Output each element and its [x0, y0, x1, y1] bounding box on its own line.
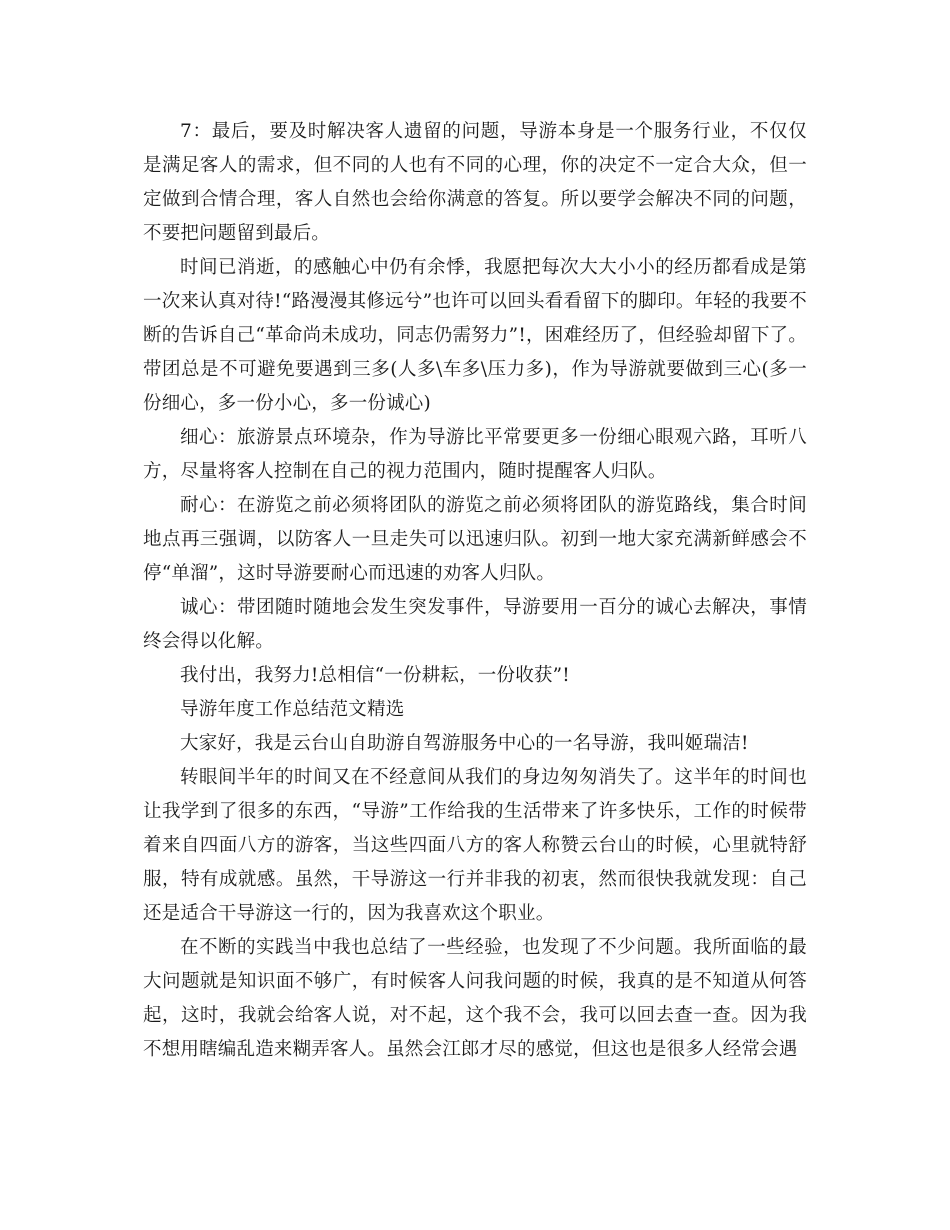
document-body: [143, 115, 807, 1067]
paragraph-4: 耐心：在游览之前必须将团队的游览之前必须将团队的游览路线，集合时间地点再三强调，以防客人一旦走失可以迅速归队。初到一地大家充满新鲜感会不停“单溜”，这时导游要耐心而迅速的劝客人归队。: [143, 495, 807, 584]
paragraph-9: 在不断的实践当中我也总结了一些经验，也发现了不少问题。我所面临的最大问题就是知识面不够广，有时候客人问我问题的时候，我真的是不知道从何答起，这时，我就会给客人说，对不起，这个我不会，我可以回去查一查。因为我不想用瞎编乱造来糊弄客人。虽然会江郎才尽的感觉，但这也是很多人经常会遇: [143, 937, 807, 1060]
paragraph-7: 大家好，我是云台山自助游自驾游服务中心的一名导游，我叫姬瑞洁!: [180, 733, 749, 754]
paragraph-5: 诚心：带团随时随地会发生突发事件，导游要用一百分的诚心去解决，事情终会得以化解。: [143, 597, 807, 652]
paragraph-3: 细心：旅游景点环境杂，作为导游比平常要更多一份细心眼观六路，耳听八方，尽量将客人控制在自己的视力范围内，随时提醒客人归队。: [143, 427, 807, 482]
paragraph-6: 我付出，我努力!总相信“一份耕耘，一份收获”!: [180, 665, 570, 686]
paragraph-2: 时间已消逝，的感触心中仍有余悸，我愿把每次大大小小的经历都看成是第一次来认真对待!“路漫漫其修远兮”也许可以回头看看留下的脚印。年轻的我要不断的告诉自己“革命尚未成功，同志仍需努力”!，困难经历了，但经验却留下了。带团总是不可避免要遇到三多(人多\车多\压力多)，作为导游就要做到三心(多一份细心，多一份小心，多一份诚心): [143, 257, 807, 414]
paragraph-8: 转眼间半年的时间又在不经意间从我们的身边匆匆消失了。这半年的时间也让我学到了很多的东西，“导游”工作给我的生活带来了许多快乐，工作的时候带着来自四面八方的游客，当这些四面八方的客人称赞云台山的时候，心里就特舒服，特有成就感。虽然，干导游这一行并非我的初衷，然而很快我就发现：自己还是适合干导游这一行的，因为我喜欢这个职业。: [143, 767, 807, 924]
section-title: 导游年度工作总结范文精选: [180, 699, 405, 720]
paragraph-1: 7：最后，要及时解决客人遗留的问题，导游本身是一个服务行业，不仅仅是满足客人的需求，但不同的人也有不同的心理，你的决定不一定合大众，但一定做到合情合理，客人自然也会给你满意的答复。所以要学会解决不同的问题，不要把问题留到最后。: [143, 121, 807, 244]
